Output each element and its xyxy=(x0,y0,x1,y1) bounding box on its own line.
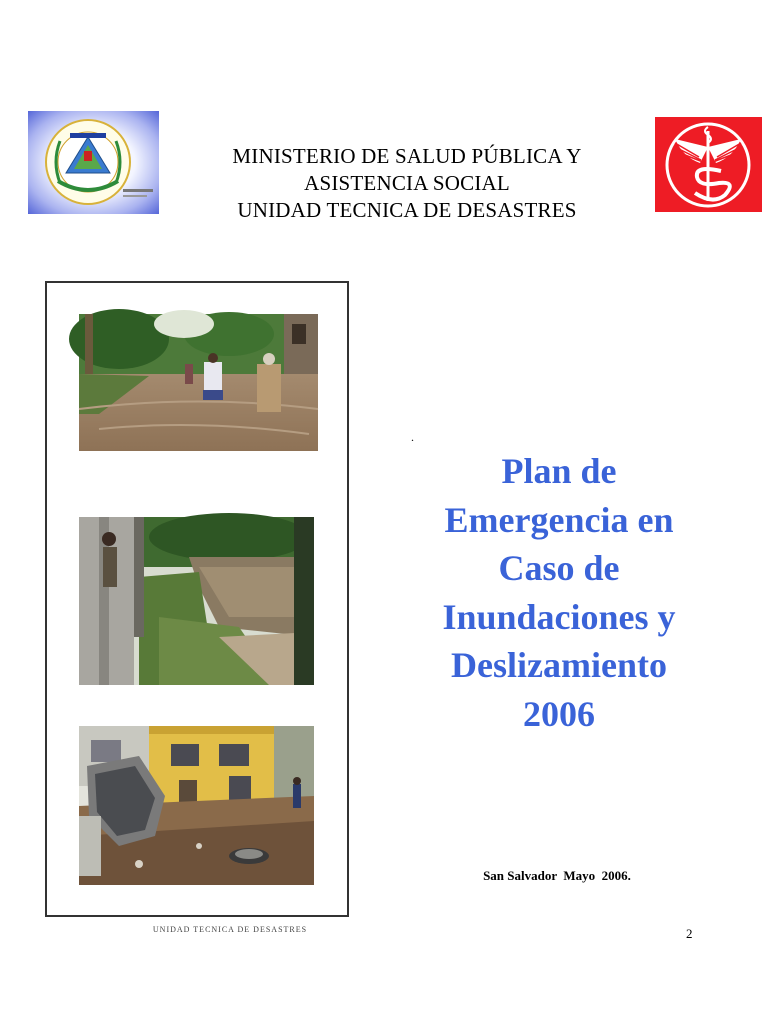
title-line: Caso de xyxy=(498,548,620,588)
ministry-name-line-2: ASISTENCIA SOCIAL xyxy=(304,171,510,195)
winged-caduceus-icon xyxy=(655,117,762,212)
ministry-health-logo xyxy=(655,117,762,212)
place-and-date: San Salvador Mayo 2006. xyxy=(483,868,631,883)
title-line: Emergencia en xyxy=(444,499,674,540)
mudslide-debris-photo xyxy=(79,726,314,885)
frame-footer-text: UNIDAD TECNICA DE DESASTRES xyxy=(152,925,308,934)
unit-name-line: UNIDAD TECNICA DE DESASTRES xyxy=(237,198,577,222)
el-salvador-coat-of-arms-logo xyxy=(28,111,159,214)
dot-mark: . xyxy=(411,430,414,444)
coat-of-arms-icon xyxy=(28,111,159,214)
title-line: 2006 xyxy=(523,693,595,734)
flood-street-photo xyxy=(79,314,318,451)
landslide-hillside-photo xyxy=(79,517,314,685)
title-line: Plan de xyxy=(501,451,617,491)
plan-title xyxy=(400,447,718,738)
page-number: 2 xyxy=(686,926,693,941)
ministry-name-line-1: MINISTERIO DE SALUD PÚBLICA Y xyxy=(232,144,582,168)
title-line: Inundaciones y xyxy=(442,596,676,637)
title-line: Deslizamiento xyxy=(451,645,667,685)
